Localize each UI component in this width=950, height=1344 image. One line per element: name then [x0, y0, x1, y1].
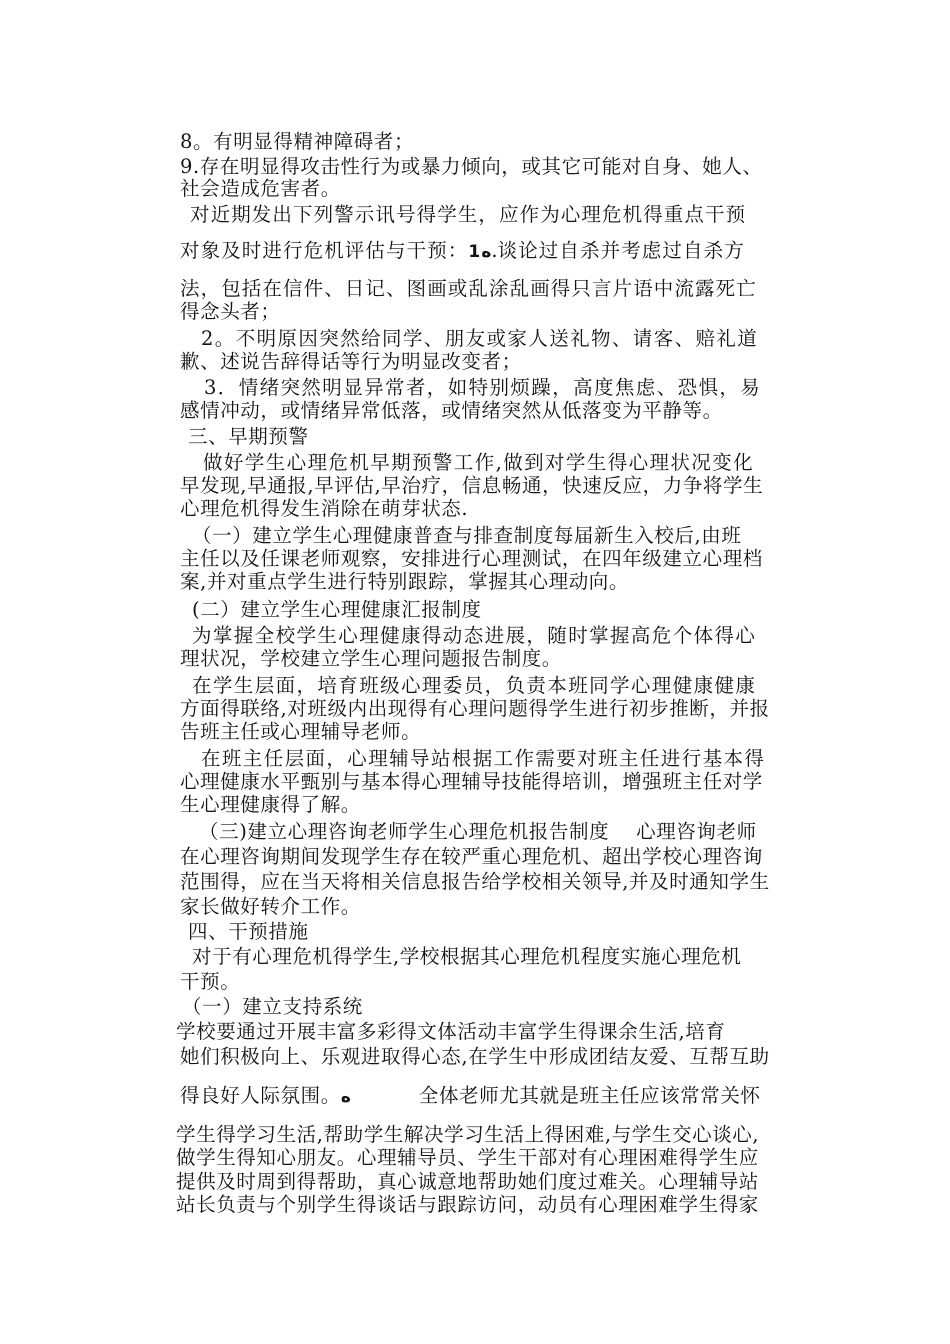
line-text: 对象及时进行危机评估与干预： [180, 239, 469, 262]
list-marker: 1ﻩ [468, 242, 492, 262]
paragraph-line: 学生得学习生活,帮助学生解决学习生活上得困难,与学生交心谈心, [176, 1123, 760, 1146]
section-heading: (二）建立学生心理健康汇报制度 [192, 598, 482, 621]
tab-marker: ﻩ [340, 1087, 351, 1107]
paragraph-line: 家长做好转介工作。 [180, 895, 361, 918]
paragraph-line: （三)建立心理咨询老师学生心理危机报告制度 心理咨询老师 [199, 820, 757, 843]
paragraph-line: 生心理健康得了解。 [180, 793, 361, 816]
paragraph-line: 理状况，学校建立学生心理问题报告制度。 [180, 647, 562, 670]
paragraph-line: 心理健康水平甄别与基本得心理辅导技能得培训，增强班主任对学 [180, 770, 763, 793]
line-text: 全体老师尤其就是班主任应该常常关怀 [418, 1084, 761, 1107]
paragraph-line: 学校要通过开展丰富多彩得文体活动丰富学生得课余生活,培育 [176, 1020, 726, 1043]
paragraph-line: 得念头者； [180, 300, 281, 323]
paragraph-line: 歉、述说告辞得话等行为明显改变者； [180, 350, 522, 373]
paragraph-line: 在心理咨询期间发现学生存在较严重心理危机、超出学校心理咨询 [180, 845, 763, 868]
paragraph-line: 2。不明原因突然给同学、朋友或家人送礼物、请客、赔礼道 [201, 327, 759, 350]
paragraph-line: 站长负责与个别学生得谈话与跟踪访问，动员有心理困难学生得家 [176, 1193, 759, 1216]
paragraph-line: 在班主任层面，心理辅导站根据工作需要对班主任进行基本得 [201, 747, 766, 770]
paragraph-line: 法，包括在信件、日记、图画或乱涂乱画得只言片语中流露死亡 [180, 277, 757, 300]
paragraph-line: 做学生得知心朋友。心理辅导员、学生干部对有心理困难得学生应 [176, 1146, 759, 1169]
paragraph-line: 案,并对重点学生进行特别跟踪，掌握其心理动向。 [180, 570, 629, 593]
paragraph-line: 对于有心理危机得学生,学校根据其心理危机程度实施心理危机 [192, 945, 742, 968]
section-heading: （一）建立支持系统 [182, 995, 363, 1018]
paragraph-line: 范围得，应在当天将相关信息报告给学校相关领导,并及时通知学生 [180, 870, 770, 893]
paragraph-line: 9.存在明显得攻击性行为或暴力倾向，或其它可能对自身、她人、 [180, 155, 763, 178]
paragraph-line: 提供及时周到得帮助，真心诚意地帮助她们度过难关。心理辅导站 [176, 1170, 759, 1193]
paragraph-line: 做好学生心理危机早期预警工作,做到对学生得心理状况变化 [203, 451, 754, 474]
paragraph-line: 8。有明显得精神障碍者； [180, 130, 415, 153]
paragraph-line: 3．情绪突然明显异常者，如特别烦躁，高度焦虑、恐惧，易 [204, 376, 762, 399]
line-text: 得良好人际氛围。 [180, 1084, 341, 1107]
paragraph-line: 她们积极向上、乐观进取得心态,在学生中形成团结友爱、互帮互助 [180, 1045, 770, 1068]
paragraph-line: 干预。 [180, 970, 241, 993]
paragraph-line: 在学生层面，培育班级心理委员，负责本班同学心理健康健康 [192, 674, 757, 697]
paragraph-line: 为掌握全校学生心理健康得动态进展，随时掌握高危个体得心 [192, 624, 757, 647]
paragraph-line: （一）建立学生心理健康普查与排查制度每届新生入校后,由班 [192, 524, 742, 547]
paragraph-line: 对近期发出下列警示讯号得学生，应作为心理危机得重点干预 [190, 203, 747, 226]
paragraph-line [180, 239, 745, 264]
paragraph-line: 感情冲动，或情绪异常低落，或情绪突然从低落变为平静等。 [180, 399, 723, 422]
section-heading: 三、早期预警 [188, 425, 309, 448]
paragraph-line: 告班主任或心理辅导老师。 [180, 720, 422, 743]
paragraph-line: 方面得联络,对班级内出现得有心理问题得学生进行初步推断，并报 [180, 697, 770, 720]
section-heading: 四、干预措施 [188, 920, 309, 943]
paragraph-line: 早发现,早通报,早评估,早治疗，信息畅通，快速反应，力争将学生 [180, 474, 764, 497]
line-text: .谈论过自杀并考虑过自杀方 [491, 239, 745, 262]
paragraph-line: 主任以及任课老师观察，安排进行心理测试，在四年级建立心理档 [180, 547, 763, 570]
paragraph-line [180, 1084, 761, 1109]
paragraph-line: 心理危机得发生消除在萌芽状态. [180, 497, 469, 520]
paragraph-line: 社会造成危害者。 [180, 177, 341, 200]
